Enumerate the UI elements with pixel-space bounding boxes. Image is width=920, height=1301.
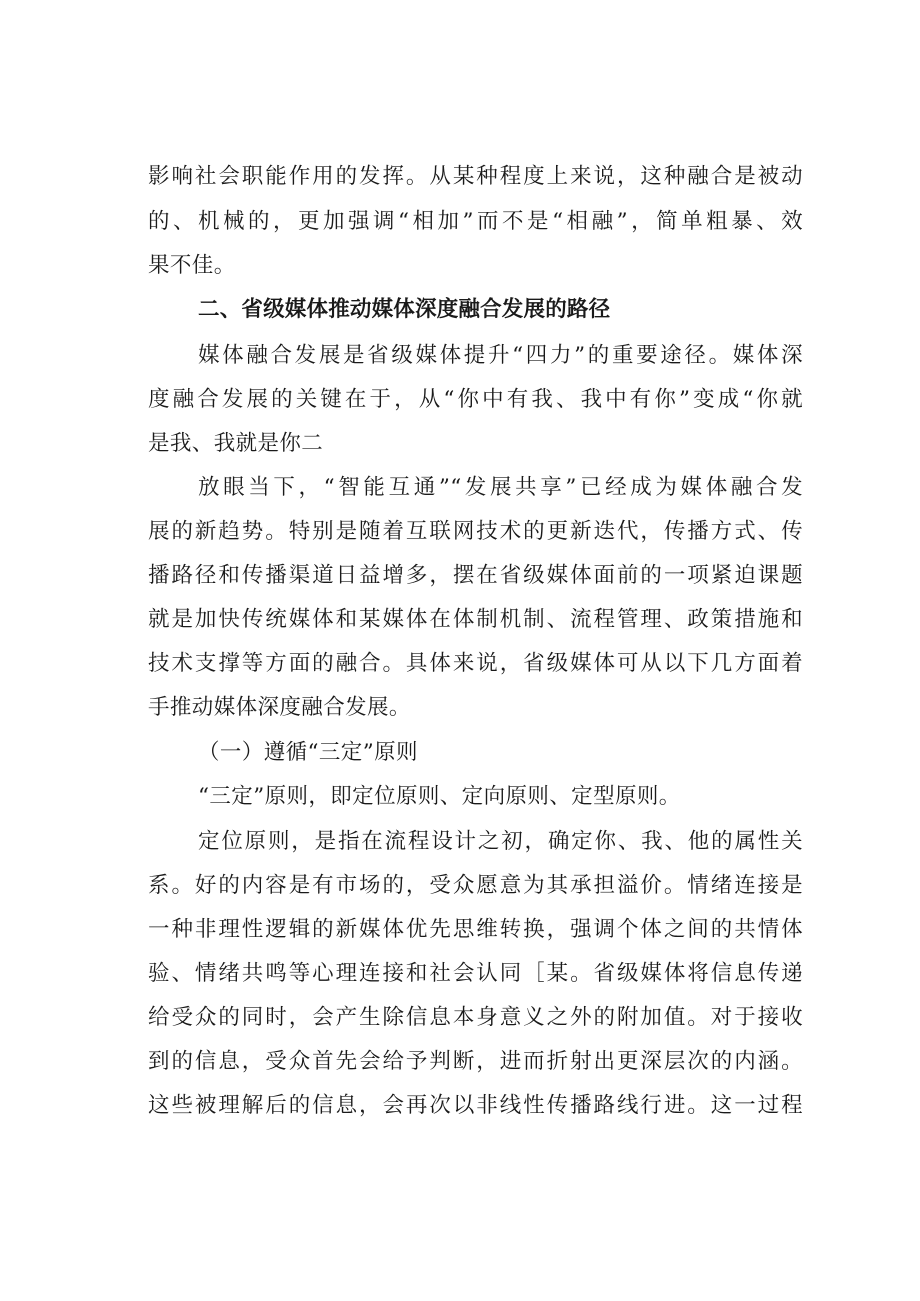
paragraph-line: “三定”原则，即定位原则、定向原则、定型原则。	[198, 784, 681, 809]
paragraph-line: 手推动媒体深度融合发展。	[148, 695, 411, 720]
subsection-heading: （一）遵循“三定”原则	[198, 740, 418, 765]
paragraph-line: 到的信息，受众首先会给予判断，进而折射出更深层次的内涵。	[148, 1049, 803, 1074]
paragraph-line: 这些被理解后的信息，会再次以非线性传播路线行进。这一过程	[148, 1093, 803, 1118]
paragraph-line: 果不佳。	[148, 253, 236, 278]
paragraph-line: 放眼当下，“智能互通”“发展共享”已经成为媒体融合发	[198, 475, 803, 500]
paragraph-line: 度融合发展的关键在于，从“你中有我、我中有你”变成“你就	[148, 387, 803, 412]
section-heading: 二、省级媒体推动媒体深度融合发展的路径	[198, 297, 611, 322]
paragraph-line: 媒体融合发展是省级媒体提升“四力”的重要途径。媒体深	[198, 343, 803, 368]
paragraph-line: 展的新趋势。特别是随着互联网技术的更新迭代，传播方式、传	[148, 519, 803, 544]
paragraph-line: 一种非理性逻辑的新媒体优先思维转换，强调个体之间的共情体	[148, 917, 803, 942]
paragraph-line: 是我、我就是你二	[148, 431, 324, 456]
paragraph-line: 的、机械的，更加强调“相加”而不是“相融”，简单粗暴、效	[148, 209, 803, 234]
paragraph-line: 验、情绪共鸣等心理连接和社会认同［某。省级媒体将信息传递	[148, 961, 803, 986]
paragraph-line: 系。好的内容是有市场的，受众愿意为其承担溢价。情绪连接是	[148, 873, 803, 898]
paragraph-line: 播路径和传播渠道日益增多，摆在省级媒体面前的一项紧迫课题	[148, 563, 803, 588]
paragraph-line: 就是加快传统媒体和某媒体在体制机制、流程管理、政策措施和	[148, 607, 803, 632]
paragraph-line: 影响社会职能作用的发挥。从某种程度上来说，这种融合是被动	[148, 164, 803, 189]
paragraph-line: 技术支撑等方面的融合。具体来说，省级媒体可从以下几方面着	[148, 651, 803, 676]
paragraph-line: 给受众的同时，会产生除信息本身意义之外的附加值。对于接收	[148, 1005, 803, 1030]
paragraph-line: 定位原则，是指在流程设计之初，确定你、我、他的属性关	[198, 829, 803, 854]
